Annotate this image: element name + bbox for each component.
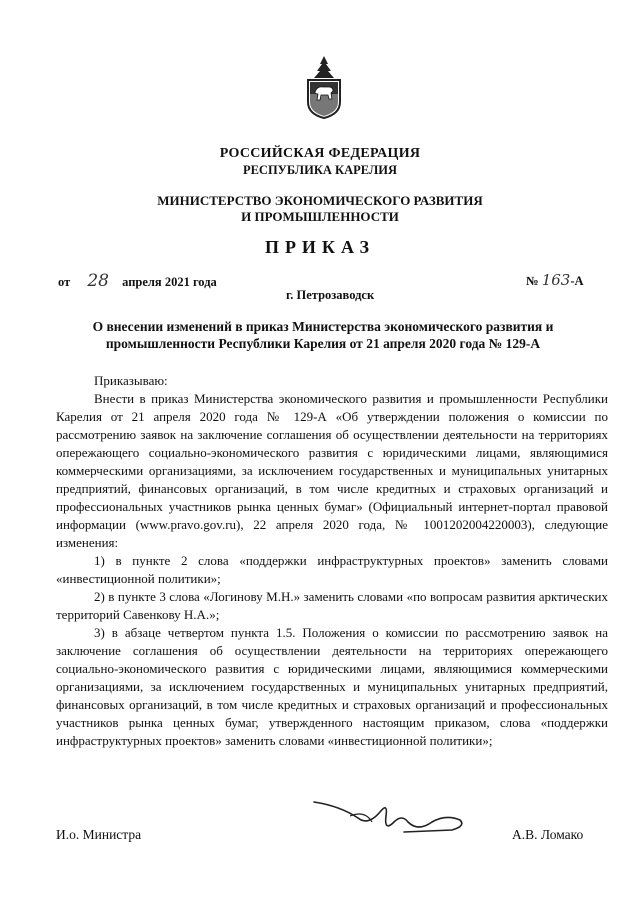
order-number-label: №: [526, 274, 539, 288]
order-number-handwritten: 163: [541, 271, 571, 289]
order-number: [526, 271, 584, 289]
header-country: РОССИЙСКАЯ ФЕДЕРАЦИЯ: [219, 146, 421, 161]
handwritten-signature: [310, 792, 470, 840]
signatory-name: А.В. Ломако: [512, 827, 584, 842]
body-paragraph-1: Внести в приказ Министерства экономического развития и промышленности Республики Карелия от 21 апреля 2020 года № 129-А «Об утверждении положения о комиссии по рассмотрению заявок на заключение соглашения об осуществлении деятельности на территориях опережающего социально-экономического развития с юридическими лицами, являющимися коммерческими организациями, за исключением государственных и муниципальных унитарных предприятий, финансовых организаций, в том числе кредитных и страховых организаций и профессиональных участников рынка ценных бумаг» (Официальный интернет-портал правовой информации (www.pravo.gov.ru), 22 апреля 2020 года, № 1001202004220003), следующие изменения:: [56, 391, 608, 550]
order-number-suffix: -А: [570, 274, 584, 288]
date-day-handwritten: 28: [87, 271, 109, 291]
date-month-year: апреля 2021 года: [122, 275, 217, 289]
city-label: г. Петрозаводск: [286, 288, 375, 302]
order-body: [56, 372, 608, 750]
signatory-position: И.о. Министра: [56, 827, 142, 842]
header-ministry-line1: МИНИСТЕРСТВО ЭКОНОМИЧЕСКОГО РАЗВИТИЯ: [157, 193, 483, 208]
body-intro: Приказываю:: [94, 373, 168, 388]
karelia-emblem-icon: [302, 54, 346, 120]
body-paragraph-4: 3) в абзаце четвертом пункта 1.5. Положения о комиссии по рассмотрению заявок на заключение соглашения об осуществлении деятельности на территориях опережающего социально-экономического развития с юридическими лицами, являющимися коммерческими организациями, за исключением государственных и муниципальных унитарных предприятий, финансовых организаций, в том числе кредитных и страховых организаций и профессиональных участников рынка ценных бумаг, утвержденного настоящим приказом, слова «поддержки инфраструктурных проектов» заменить словами «инвестиционной политики»;: [56, 625, 608, 748]
header-republic: РЕСПУБЛИКА КАРЕЛИЯ: [242, 163, 398, 177]
document-type-title: ПРИКАЗ: [264, 237, 376, 257]
date-line: [58, 271, 217, 291]
body-paragraph-2: 1) в пункте 2 слова «поддержки инфраструктурных проектов» заменить словами «инвестиционной политики»;: [56, 553, 608, 586]
date-from-label: от: [58, 275, 71, 289]
header-ministry-line2: И ПРОМЫШЛЕННОСТИ: [241, 209, 399, 224]
order-subject: О внесении изменений в приказ Министерства экономического развития и промышленности Республики Карелия от 21 апреля 2020 года № 129-А: [92, 319, 554, 351]
body-paragraph-3: 2) в пункте 3 слова «Логинову М.Н.» заменить словами «по вопросам развития арктических территорий Савенкову Н.А.»;: [56, 589, 608, 622]
